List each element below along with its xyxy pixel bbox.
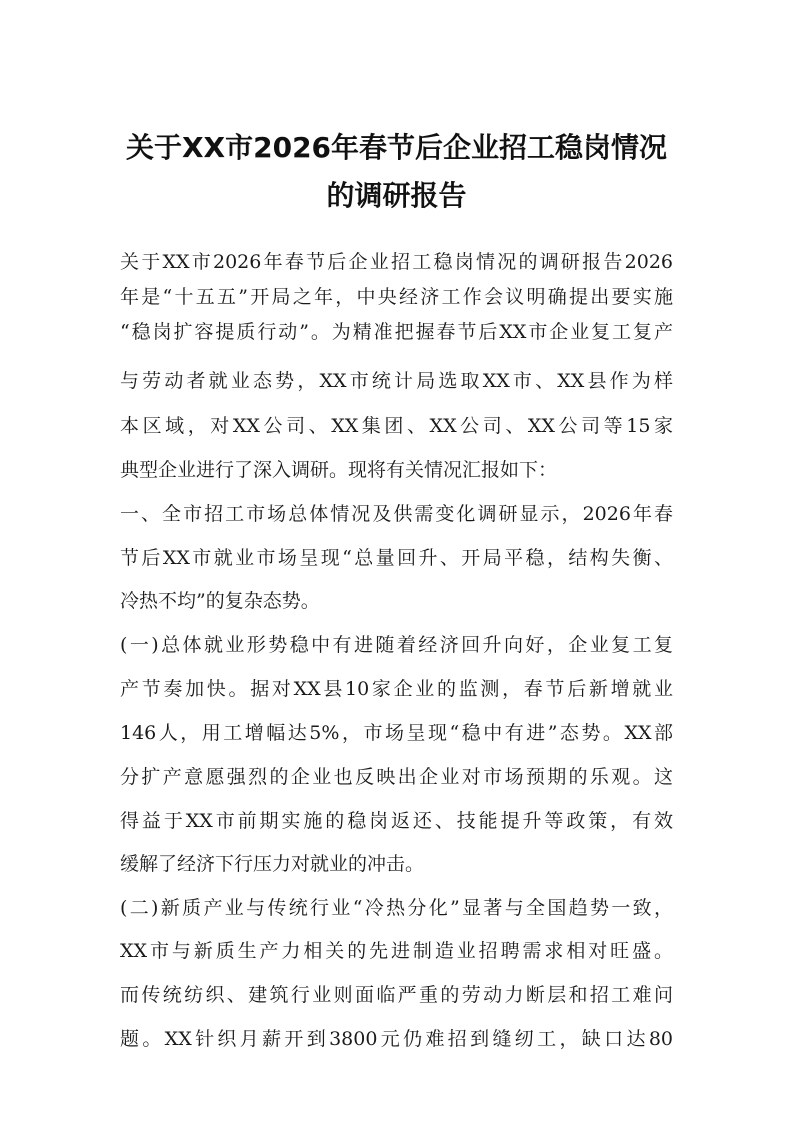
body-line-19: 题。XX针织月薪开到3800元仍难招到缝纫工，缺口达80: [120, 1028, 673, 1050]
body-line-9: 冷热不均”的复杂态势。: [120, 590, 320, 612]
body-line-6: 典型企业进行了深入调研。现将有关情况汇报如下：: [120, 459, 558, 481]
body-line-13: 分扩产意愿强烈的企业也反映出企业对市场预期的乐观。这: [120, 766, 673, 788]
body-line-11: 产节奏加快。据对XX县10家企业的监测，春节后新增就业: [120, 678, 673, 700]
body-line-4: 与劳动者就业态势，XX市统计局选取XX市、XX县作为样: [120, 370, 673, 392]
body-line-3: “稳岗扩容提质行动”。为精准把握春节后XX市企业复工复产: [120, 321, 673, 343]
body-line-5: 本区域，对XX公司、XX集团、XX公司、XX公司等15家: [120, 415, 673, 437]
body-line-10: (一)总体就业形势稳中有进随着经济回升向好，企业复工复: [120, 634, 673, 656]
body-line-16: (二)新质产业与传统行业“冷热分化”显著与全国趋势一致，: [120, 897, 673, 919]
body-line-7: 一、全市招工市场总体情况及供需变化调研显示，2026年春: [120, 503, 673, 525]
body-line-14: 得益于XX市前期实施的稳岗返还、技能提升等政策，有效: [120, 810, 673, 832]
document-title-line-1: 关于XX市2026年春节后企业招工稳岗情况: [125, 131, 668, 164]
body-line-15: 缓解了经济下行压力对就业的冲击。: [120, 853, 425, 875]
body-line-8: 节后XX市就业市场呈现“总量回升、开局平稳，结构失衡、: [120, 547, 673, 569]
document-title-line-2: 的调研报告: [326, 179, 467, 212]
body-line-17: XX市与新质生产力相关的先进制造业招聘需求相对旺盛。: [120, 940, 673, 962]
body-line-18: 而传统纺织、建筑行业则面临严重的劳动力断层和招工难问: [120, 984, 673, 1006]
body-line-2: 年是“十五五”开局之年，中央经济工作会议明确提出要实施: [120, 286, 673, 308]
body-line-1: 关于XX市2026年春节后企业招工稳岗情况的调研报告2026: [120, 251, 673, 273]
body-line-12: 146人，用工增幅达5%，市场呈现“稳中有进”态势。XX部: [120, 722, 673, 744]
